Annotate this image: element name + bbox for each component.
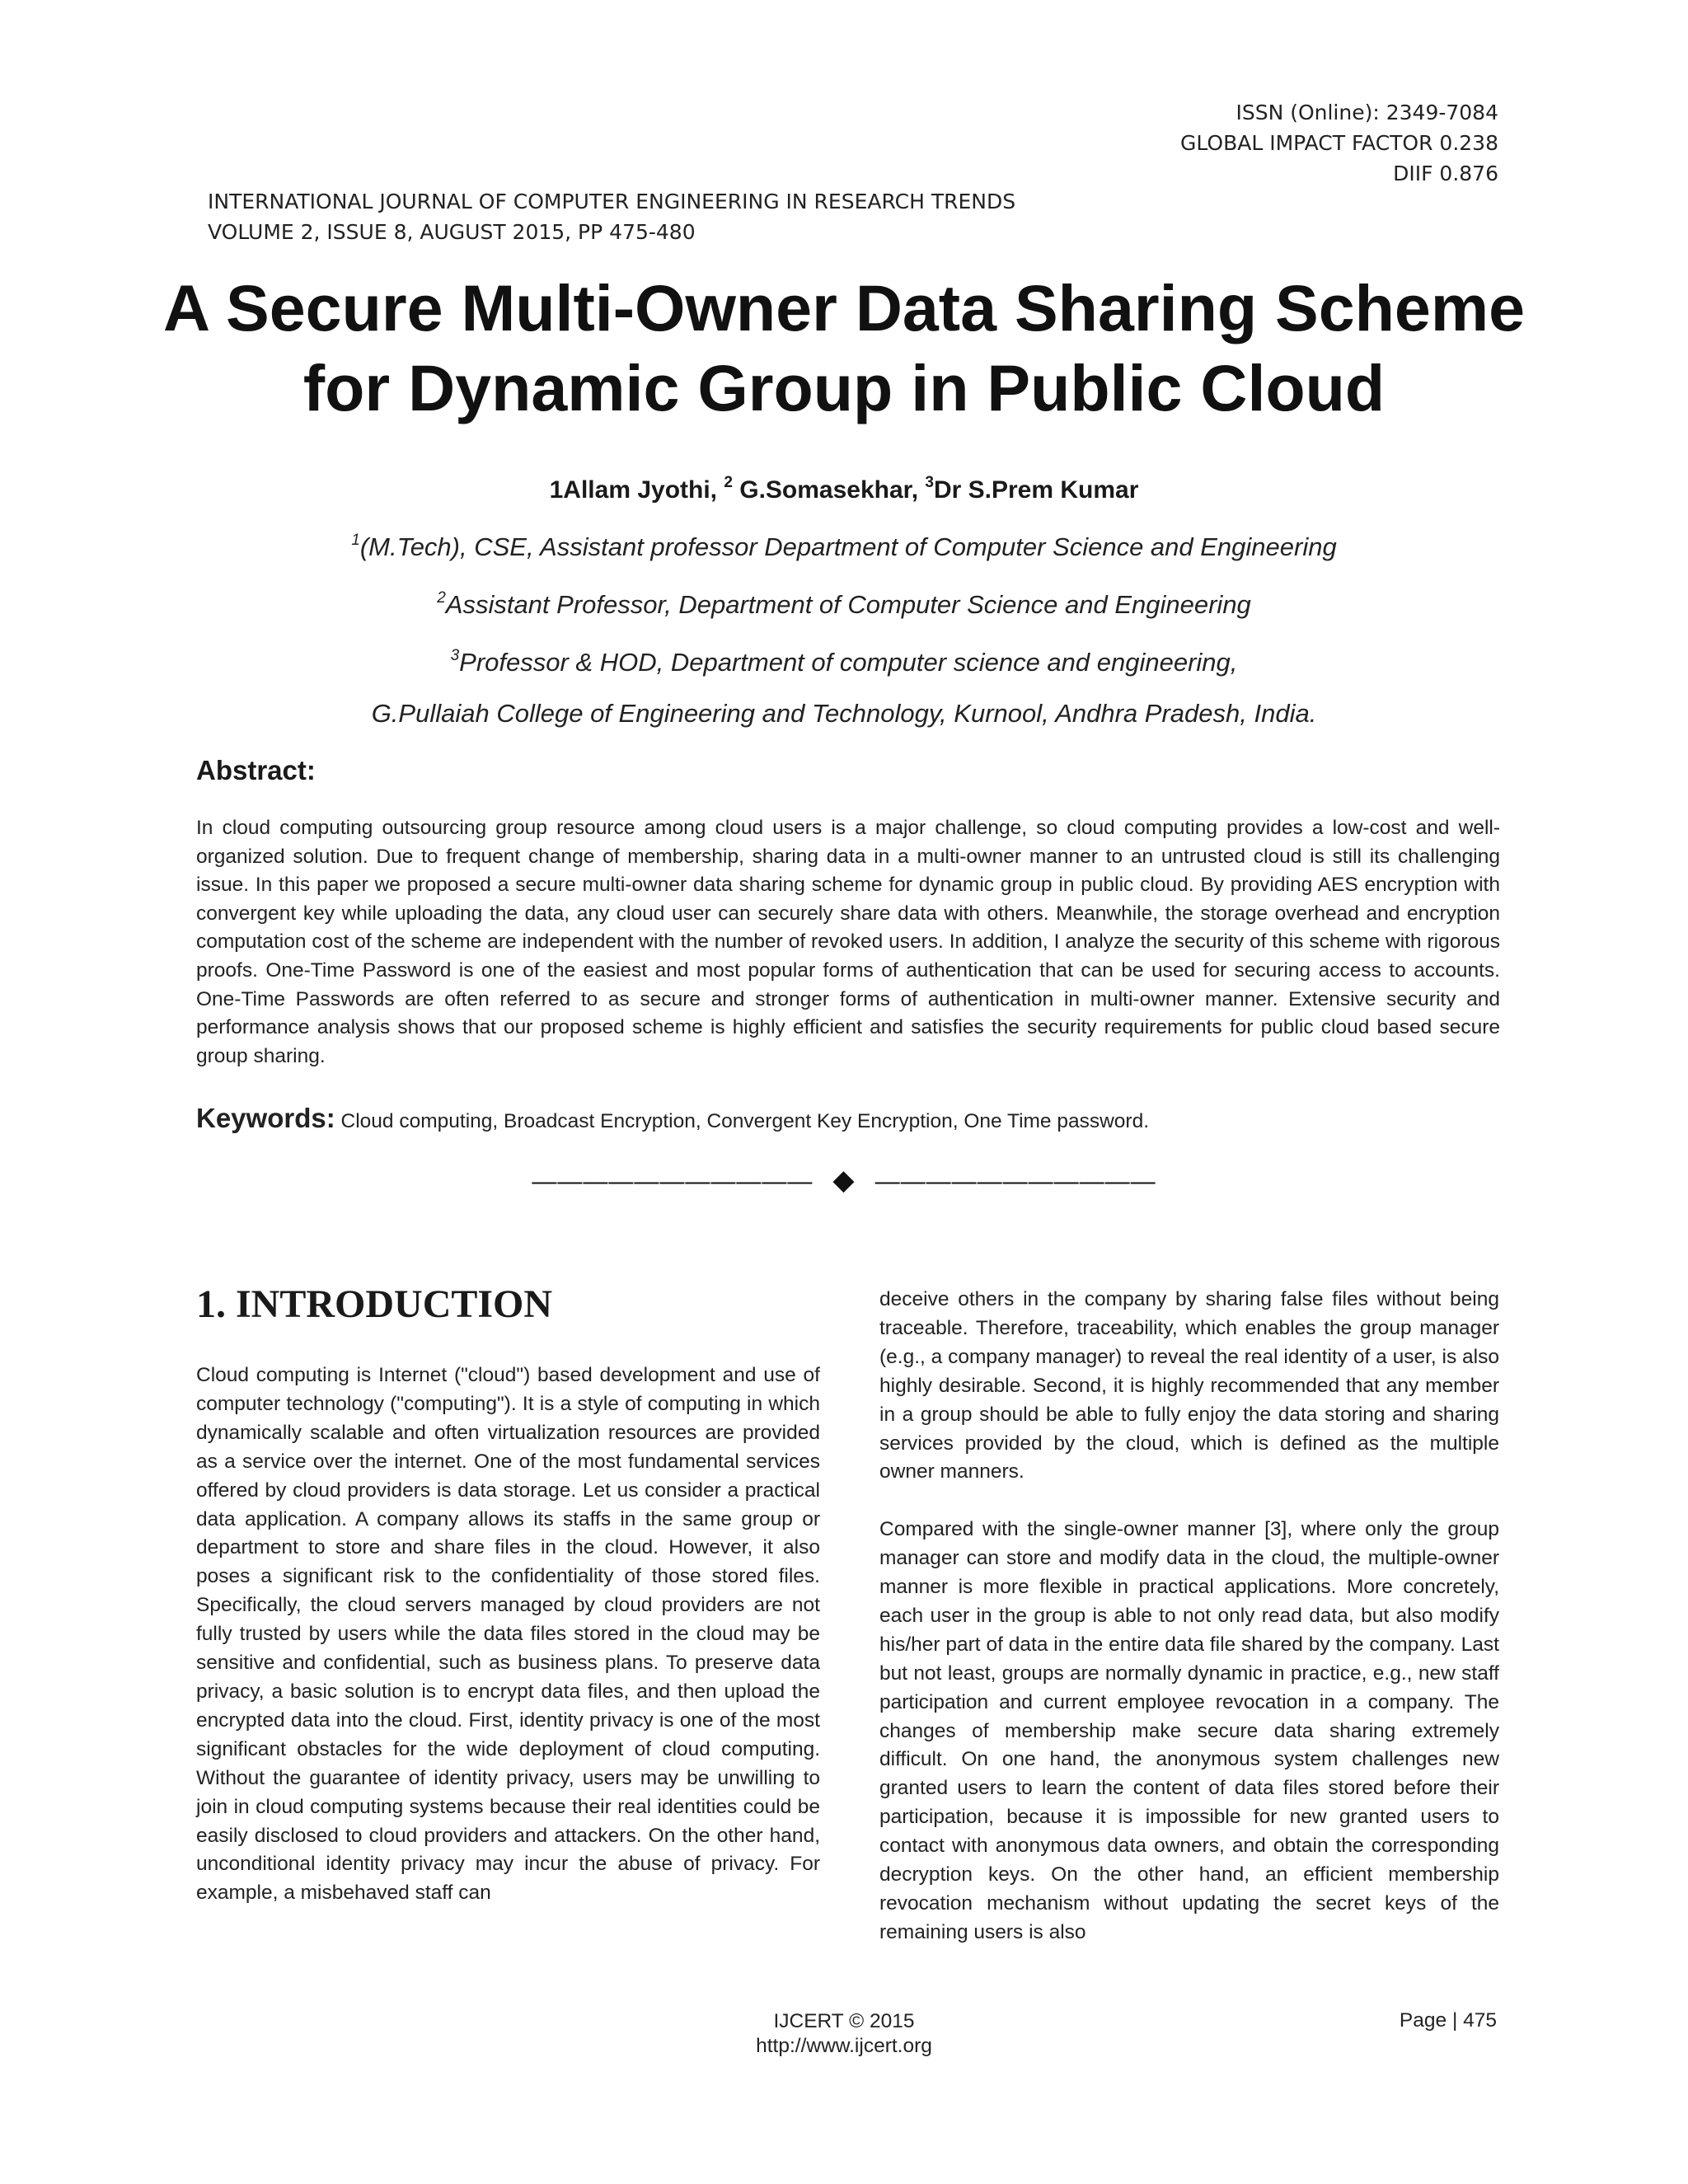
affiliation-1-text: (M.Tech), CSE, Assistant professor Department of Computer Science and Engineering (359, 532, 1337, 561)
right-column (879, 1286, 1499, 1947)
abstract-text: In cloud computing outsourcing group resource among cloud users is a major challenge, so cloud computing provides a low-cost and well-organized solution. Due to frequent change of membership, sharing data in a multi-owner manner to an untrusted cloud is still its challenging issue. In this paper we proposed a secure multi-owner data sharing scheme for dynamic group in public cloud. By providing AES encryption with convergent key while uploading the data, any cloud user can securely share data with others. Meanwhile, the storage overhead and encryption computation cost of the scheme are independent with the number of revoked users. In addition, I analyze the security of this scheme with rigorous proofs. One-Time Password is one of the easiest and most popular forms of authentication that can be used for securing access to accounts. One-Time Passwords are often referred to as secure and stronger forms of authentication in multi-owner manner. Extensive security and performance analysis shows that our proposed scheme is highly efficient and satisfies the security requirements for public cloud based secure group sharing. (196, 817, 1500, 1067)
journal-meta-left (208, 186, 1015, 247)
keywords-text: Cloud computing, Broadcast Encryption, Convergent Key Encryption, One Time password. (335, 1110, 1150, 1132)
author-list (148, 466, 1540, 507)
journal-name: INTERNATIONAL JOURNAL OF COMPUTER ENGINEERING IN RESEARCH TRENDS (208, 190, 1016, 213)
diif-text: DIIF 0.876 (1393, 162, 1498, 185)
author-2: G.Somasekhar, (732, 476, 926, 504)
journal-meta-right (1180, 97, 1498, 189)
keywords-label: Keywords: (196, 1103, 335, 1133)
affiliation-4 (148, 697, 1540, 730)
intro-paragraph-1: Cloud computing is Internet ("cloud") based development and use of computer technology ("computing"). It is a style of computing in which dynamically scalable and often virtualization resources are provided as a service over the internet. One of the most fundamental services offered by cloud providers is data storage. Let us consider a practical data application. A company allows its staffs in the same group or department to store and share files in the cloud. However, it also poses a significant risk to the confidentiality of those stored files. Specifically, the cloud servers managed by cloud providers are not fully trusted by users while the data files stored in the cloud may be sensitive and confidential, such as business plans. To preserve data privacy, a basic solution is to encrypt data files, and then upload the encrypted data into the cloud. First, identity privacy is one of the most significant obstacles for the wide deployment of cloud computing. Without the guarantee of identity privacy, users may be unwilling to join in cloud computing systems because their real identities could be easily disclosed to cloud providers and attackers. On the other hand, unconditional identity privacy may incur the abuse of privacy. For example, a misbehaved staff can (196, 1364, 820, 1905)
affiliation-2-marker: 2 (437, 589, 446, 607)
author-1: 1Allam Jyothi, (549, 476, 724, 504)
author-2-marker: 2 (724, 474, 733, 491)
affiliation-3-text: Professor & HOD, Department of computer science and engineering, (459, 648, 1238, 677)
affiliation-2-text: Assistant Professor, Department of Computer Science and Engineering (445, 590, 1251, 619)
page-number: Page | 475 (1399, 2009, 1497, 2032)
affiliation-3-marker: 3 (450, 647, 460, 664)
intro-paragraph-2: deceive others in the company by sharing false files without being traceable. Therefore, traceability, which enables the group manager (e.g., a company manager) to reveal the real identity of a user, is also highly desirable. Second, it is highly recommended that any member in a group should be able to fully enjoy the data storing and sharing services provided by the cloud, which is defined as the multiple owner manners. (879, 1288, 1499, 1483)
title-line-1: A Secure Multi-Owner Data Sharing Scheme (162, 271, 1526, 344)
author-3-marker: 3 (925, 474, 934, 491)
abstract-heading: Abstract: (196, 755, 316, 785)
footer-copyright: IJCERT © 2015 (773, 2010, 915, 2032)
intro-paragraph-3: Compared with the single-owner manner [3], where only the group manager can store and modify data in the cloud, the multiple-owner manner is more flexible in practical applications. More concretely, each user in the group is able to not only read data, but also modify his/her part of data in the entire data file shared by the company. Last but not least, groups are normally dynamic in practice, e.g., new staff participation and current employee revocation in a company. The changes of membership make secure data sharing extremely difficult. On one hand, the anonymous system challenges new granted users to learn the content of data files stored before their participation, because it is impossible for new granted users to contact with anonymous data owners, and obtain the corresponding decryption keys. On the other hand, an efficient membership revocation mechanism without updating the secret keys of the remaining users is also (879, 1518, 1499, 1943)
volume-info: VOLUME 2, ISSUE 8, AUGUST 2015, PP 475-480 (208, 220, 696, 244)
footer-url[interactable]: http://www.ijcert.org (756, 2035, 932, 2057)
issn-text: ISSN (Online): 2349-7084 (1236, 101, 1498, 124)
author-3: Dr S.Prem Kumar (933, 476, 1139, 504)
affiliation-1-marker: 1 (351, 532, 360, 549)
affiliation-4-text: G.Pullaiah College of Engineering and Technology, Kurnool, Andhra Pradesh, India. (371, 699, 1317, 728)
impact-factor-text: GLOBAL IMPACT FACTOR 0.238 (1179, 131, 1498, 155)
affiliation-2 (148, 582, 1540, 621)
affiliation-3 (148, 640, 1540, 679)
divider-right-rule: ——————————— (874, 1168, 1156, 1195)
left-column (196, 1361, 820, 1908)
diamond-icon: ◆ (832, 1165, 856, 1196)
keywords (196, 1103, 1500, 1134)
divider-left-rule: ——————————— (532, 1168, 814, 1195)
title-line-2: for Dynamic Group in Public Cloud (302, 351, 1386, 424)
section-divider (0, 1164, 1688, 1197)
paper-title (148, 268, 1540, 428)
introduction-heading: 1. INTRODUCTION (196, 1282, 553, 1326)
affiliation-1 (148, 524, 1540, 564)
